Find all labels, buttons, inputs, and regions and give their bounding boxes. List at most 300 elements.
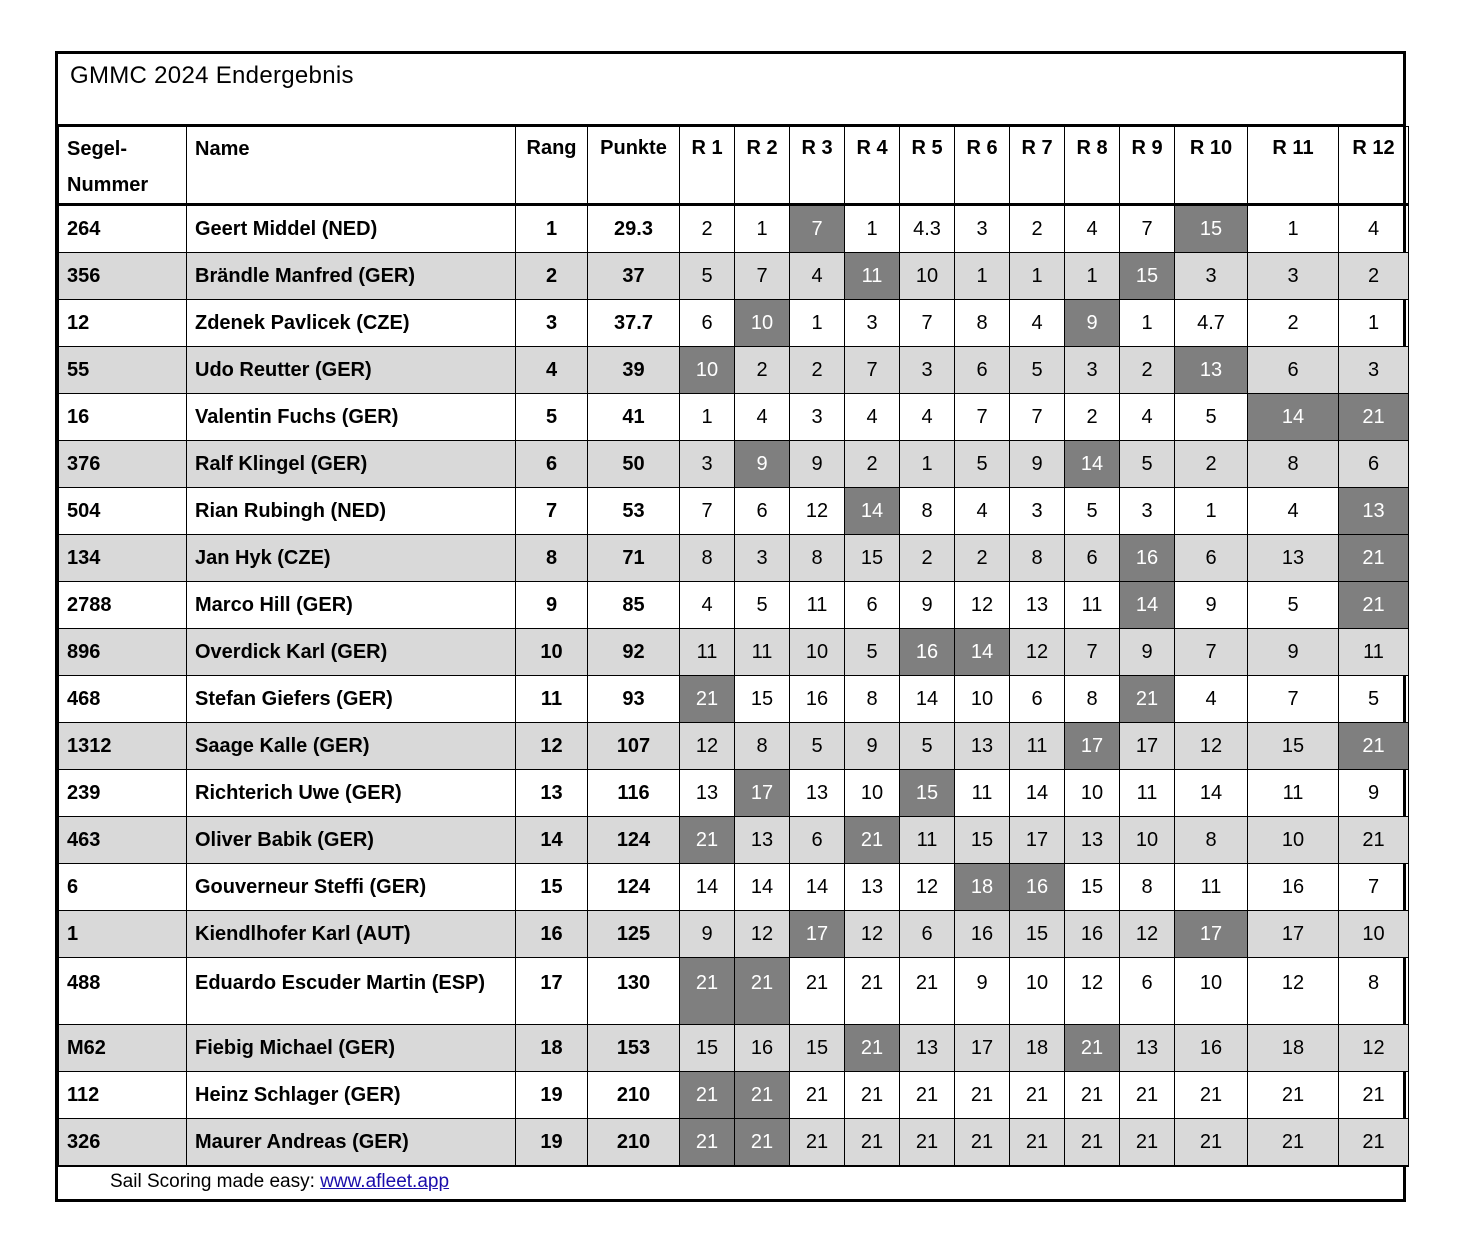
- dropped-race-result-cell: 21: [1065, 1025, 1120, 1072]
- table-row: [59, 1025, 1409, 1072]
- race-result-cell: 6: [680, 300, 735, 347]
- race-result-cell: 12: [900, 864, 955, 911]
- race-result-cell: 3: [680, 441, 735, 488]
- dropped-race-result-cell: 17: [735, 770, 790, 817]
- race-result-cell: 11: [1120, 770, 1175, 817]
- race-result-cell: 2: [955, 535, 1010, 582]
- sail-number-cell: 463: [59, 817, 187, 864]
- race-result-cell: 13: [845, 864, 900, 911]
- race-result-cell: 3: [955, 205, 1010, 253]
- race-result-cell: 4: [1175, 676, 1248, 723]
- race-result-cell: 14: [680, 864, 735, 911]
- header-race-9: R 9: [1120, 127, 1175, 205]
- sail-number-cell: 1312: [59, 723, 187, 770]
- race-result-cell: 2: [735, 347, 790, 394]
- race-result-cell: 2: [900, 535, 955, 582]
- sail-number-cell: 376: [59, 441, 187, 488]
- race-result-cell: 7: [1248, 676, 1339, 723]
- sailor-name-cell: Jan Hyk (CZE): [187, 535, 516, 582]
- race-result-cell: 12: [1120, 911, 1175, 958]
- sail-number-cell: M62: [59, 1025, 187, 1072]
- table-row: [59, 441, 1409, 488]
- race-result-cell: 4: [900, 394, 955, 441]
- dropped-race-result-cell: 15: [1175, 205, 1248, 253]
- table-row: [59, 253, 1409, 300]
- race-result-cell: 21: [900, 958, 955, 1025]
- race-result-cell: 7: [735, 253, 790, 300]
- dropped-race-result-cell: 21: [1120, 676, 1175, 723]
- race-result-cell: 3: [1010, 488, 1065, 535]
- rank-cell: 18: [516, 1025, 588, 1072]
- dropped-race-result-cell: 14: [845, 488, 900, 535]
- race-result-cell: 2: [680, 205, 735, 253]
- race-result-cell: 9: [955, 958, 1010, 1025]
- race-result-cell: 4: [735, 394, 790, 441]
- rank-cell: 9: [516, 582, 588, 629]
- race-result-cell: 16: [955, 911, 1010, 958]
- header-race-10: R 10: [1175, 127, 1248, 205]
- race-result-cell: 6: [1010, 676, 1065, 723]
- sailor-name-cell: Maurer Andreas (GER): [187, 1119, 516, 1167]
- race-result-cell: 3: [900, 347, 955, 394]
- sailor-name-cell: Fiebig Michael (GER): [187, 1025, 516, 1072]
- race-result-cell: 21: [1010, 1119, 1065, 1167]
- dropped-race-result-cell: 21: [680, 1119, 735, 1167]
- points-cell: 93: [588, 676, 680, 723]
- race-result-cell: 21: [790, 958, 845, 1025]
- race-result-cell: 11: [790, 582, 845, 629]
- race-result-cell: 11: [735, 629, 790, 676]
- race-result-cell: 12: [735, 911, 790, 958]
- race-result-cell: 6: [790, 817, 845, 864]
- race-result-cell: 10: [1339, 911, 1409, 958]
- sail-number-cell: 6: [59, 864, 187, 911]
- race-result-cell: 9: [1120, 629, 1175, 676]
- race-result-cell: 9: [845, 723, 900, 770]
- table-row: [59, 770, 1409, 817]
- race-result-cell: 8: [900, 488, 955, 535]
- rank-cell: 12: [516, 723, 588, 770]
- race-result-cell: 3: [735, 535, 790, 582]
- dropped-race-result-cell: 17: [1175, 911, 1248, 958]
- header-row: [59, 127, 1409, 205]
- race-result-cell: 18: [1248, 1025, 1339, 1072]
- points-cell: 130: [588, 958, 680, 1025]
- sailor-name-cell: Overdick Karl (GER): [187, 629, 516, 676]
- race-result-cell: 15: [680, 1025, 735, 1072]
- table-row: [59, 205, 1409, 253]
- race-result-cell: 6: [845, 582, 900, 629]
- table-row: [59, 1119, 1409, 1167]
- table-row: [59, 629, 1409, 676]
- table-row: [59, 535, 1409, 582]
- points-cell: 37.7: [588, 300, 680, 347]
- sail-number-cell: 16: [59, 394, 187, 441]
- race-result-cell: 13: [1120, 1025, 1175, 1072]
- race-result-cell: 8: [735, 723, 790, 770]
- race-result-cell: 15: [735, 676, 790, 723]
- points-cell: 29.3: [588, 205, 680, 253]
- dropped-race-result-cell: 14: [1248, 394, 1339, 441]
- race-result-cell: 17: [1248, 911, 1339, 958]
- results-sheet: [55, 51, 1406, 1202]
- afleet-link[interactable]: www.afleet.app: [320, 1171, 450, 1192]
- race-result-cell: 2: [1010, 205, 1065, 253]
- race-result-cell: 6: [1248, 347, 1339, 394]
- race-result-cell: 4.3: [900, 205, 955, 253]
- footer-label: Sail Scoring made easy:: [110, 1171, 321, 1192]
- race-result-cell: 5: [1248, 582, 1339, 629]
- race-result-cell: 7: [955, 394, 1010, 441]
- race-result-cell: 6: [955, 347, 1010, 394]
- race-result-cell: 4: [1065, 205, 1120, 253]
- header-sail-number: Segel- Nummer: [59, 127, 187, 205]
- rank-cell: 5: [516, 394, 588, 441]
- rank-cell: 11: [516, 676, 588, 723]
- race-result-cell: 1: [680, 394, 735, 441]
- points-cell: 53: [588, 488, 680, 535]
- dropped-race-result-cell: 21: [1339, 535, 1409, 582]
- header-race-1: R 1: [680, 127, 735, 205]
- race-result-cell: 1: [1248, 205, 1339, 253]
- race-result-cell: 16: [790, 676, 845, 723]
- dropped-race-result-cell: 13: [1339, 488, 1409, 535]
- race-result-cell: 9: [900, 582, 955, 629]
- race-result-cell: 16: [735, 1025, 790, 1072]
- race-result-cell: 9: [1175, 582, 1248, 629]
- race-result-cell: 21: [1065, 1072, 1120, 1119]
- race-result-cell: 21: [1010, 1072, 1065, 1119]
- race-result-cell: 17: [1010, 817, 1065, 864]
- race-result-cell: 14: [1175, 770, 1248, 817]
- dropped-race-result-cell: 16: [900, 629, 955, 676]
- header-race-12: R 12: [1339, 127, 1409, 205]
- race-result-cell: 2: [1339, 253, 1409, 300]
- points-cell: 71: [588, 535, 680, 582]
- sailor-name-cell: Brändle Manfred (GER): [187, 253, 516, 300]
- race-result-cell: 11: [900, 817, 955, 864]
- race-result-cell: 5: [735, 582, 790, 629]
- race-result-cell: 9: [1010, 441, 1065, 488]
- race-result-cell: 4: [1010, 300, 1065, 347]
- race-result-cell: 14: [900, 676, 955, 723]
- sail-number-cell: 1: [59, 911, 187, 958]
- sailor-name-cell: Geert Middel (NED): [187, 205, 516, 253]
- table-row: [59, 911, 1409, 958]
- dropped-race-result-cell: 21: [680, 958, 735, 1025]
- race-result-cell: 3: [1120, 488, 1175, 535]
- rank-cell: 13: [516, 770, 588, 817]
- race-result-cell: 2: [1065, 394, 1120, 441]
- header-race-4: R 4: [845, 127, 900, 205]
- table-row: [59, 676, 1409, 723]
- race-result-cell: 8: [1010, 535, 1065, 582]
- race-result-cell: 4.7: [1175, 300, 1248, 347]
- race-result-cell: 1: [845, 205, 900, 253]
- race-result-cell: 10: [900, 253, 955, 300]
- race-result-cell: 11: [1248, 770, 1339, 817]
- sailor-name-cell: Zdenek Pavlicek (CZE): [187, 300, 516, 347]
- race-result-cell: 21: [1120, 1072, 1175, 1119]
- race-result-cell: 9: [1339, 770, 1409, 817]
- race-result-cell: 14: [1010, 770, 1065, 817]
- race-result-cell: 3: [1248, 253, 1339, 300]
- dropped-race-result-cell: 21: [845, 817, 900, 864]
- sail-number-cell: 12: [59, 300, 187, 347]
- dropped-race-result-cell: 16: [1120, 535, 1175, 582]
- race-result-cell: 6: [1175, 535, 1248, 582]
- race-result-cell: 10: [955, 676, 1010, 723]
- dropped-race-result-cell: 7: [790, 205, 845, 253]
- race-result-cell: 21: [1248, 1119, 1339, 1167]
- dropped-race-result-cell: 21: [680, 676, 735, 723]
- race-result-cell: 21: [1175, 1119, 1248, 1167]
- race-result-cell: 11: [1065, 582, 1120, 629]
- race-result-cell: 12: [845, 911, 900, 958]
- race-result-cell: 11: [680, 629, 735, 676]
- race-result-cell: 18: [1010, 1025, 1065, 1072]
- dropped-race-result-cell: 21: [735, 1072, 790, 1119]
- race-result-cell: 13: [1248, 535, 1339, 582]
- race-result-cell: 1: [790, 300, 845, 347]
- race-result-cell: 21: [1120, 1119, 1175, 1167]
- race-result-cell: 7: [680, 488, 735, 535]
- rank-cell: 19: [516, 1072, 588, 1119]
- race-result-cell: 5: [790, 723, 845, 770]
- points-cell: 210: [588, 1072, 680, 1119]
- race-result-cell: 21: [1339, 817, 1409, 864]
- race-result-cell: 21: [955, 1072, 1010, 1119]
- race-result-cell: 13: [955, 723, 1010, 770]
- sailor-name-cell: Richterich Uwe (GER): [187, 770, 516, 817]
- dropped-race-result-cell: 10: [680, 347, 735, 394]
- race-result-cell: 7: [845, 347, 900, 394]
- race-result-cell: 3: [1339, 347, 1409, 394]
- header-race-3: R 3: [790, 127, 845, 205]
- race-result-cell: 21: [1339, 1119, 1409, 1167]
- race-result-cell: 21: [1248, 1072, 1339, 1119]
- sail-number-cell: 896: [59, 629, 187, 676]
- race-result-cell: 13: [900, 1025, 955, 1072]
- race-result-cell: 1: [1175, 488, 1248, 535]
- points-cell: 107: [588, 723, 680, 770]
- race-result-cell: 10: [845, 770, 900, 817]
- race-result-cell: 9: [790, 441, 845, 488]
- race-result-cell: 21: [845, 1119, 900, 1167]
- sail-number-cell: 326: [59, 1119, 187, 1167]
- race-result-cell: 8: [1120, 864, 1175, 911]
- footer-text: [110, 1171, 449, 1193]
- race-result-cell: 5: [1175, 394, 1248, 441]
- race-result-cell: 1: [1339, 300, 1409, 347]
- points-cell: 39: [588, 347, 680, 394]
- table-row: [59, 582, 1409, 629]
- race-result-cell: 8: [1339, 958, 1409, 1025]
- race-result-cell: 13: [1065, 817, 1120, 864]
- race-result-cell: 11: [1175, 864, 1248, 911]
- race-result-cell: 7: [1175, 629, 1248, 676]
- race-result-cell: 9: [680, 911, 735, 958]
- sail-number-cell: 488: [59, 958, 187, 1025]
- race-result-cell: 4: [1248, 488, 1339, 535]
- race-result-cell: 21: [845, 1072, 900, 1119]
- sailor-name-cell: Heinz Schlager (GER): [187, 1072, 516, 1119]
- dropped-race-result-cell: 15: [1120, 253, 1175, 300]
- race-result-cell: 2: [1120, 347, 1175, 394]
- rank-cell: 7: [516, 488, 588, 535]
- table-row: [59, 300, 1409, 347]
- dropped-race-result-cell: 11: [845, 253, 900, 300]
- race-result-cell: 7: [1010, 394, 1065, 441]
- header-race-7: R 7: [1010, 127, 1065, 205]
- race-result-cell: 15: [1248, 723, 1339, 770]
- sail-number-cell: 264: [59, 205, 187, 253]
- rank-cell: 17: [516, 958, 588, 1025]
- race-result-cell: 21: [1065, 1119, 1120, 1167]
- race-result-cell: 6: [1120, 958, 1175, 1025]
- race-result-cell: 21: [1339, 1072, 1409, 1119]
- table-row: [59, 864, 1409, 911]
- points-cell: 50: [588, 441, 680, 488]
- table-row: [59, 394, 1409, 441]
- dropped-race-result-cell: 14: [1120, 582, 1175, 629]
- footer: [58, 1167, 1403, 1207]
- dropped-race-result-cell: 15: [900, 770, 955, 817]
- race-result-cell: 2: [1248, 300, 1339, 347]
- points-cell: 116: [588, 770, 680, 817]
- race-result-cell: 5: [1120, 441, 1175, 488]
- dropped-race-result-cell: 14: [955, 629, 1010, 676]
- race-result-cell: 12: [1065, 958, 1120, 1025]
- race-result-cell: 3: [1065, 347, 1120, 394]
- dropped-race-result-cell: 21: [680, 1072, 735, 1119]
- sailor-name-cell: Valentin Fuchs (GER): [187, 394, 516, 441]
- race-result-cell: 15: [790, 1025, 845, 1072]
- race-result-cell: 15: [955, 817, 1010, 864]
- sailor-name-cell: Kiendlhofer Karl (AUT): [187, 911, 516, 958]
- race-result-cell: 7: [900, 300, 955, 347]
- race-result-cell: 8: [1065, 676, 1120, 723]
- race-result-cell: 17: [1120, 723, 1175, 770]
- race-result-cell: 3: [1175, 253, 1248, 300]
- points-cell: 153: [588, 1025, 680, 1072]
- dropped-race-result-cell: 21: [735, 958, 790, 1025]
- header-race-8: R 8: [1065, 127, 1120, 205]
- header-name: Name: [187, 127, 516, 205]
- race-result-cell: 5: [1065, 488, 1120, 535]
- race-result-cell: 13: [1010, 582, 1065, 629]
- race-result-cell: 21: [790, 1072, 845, 1119]
- dropped-race-result-cell: 17: [1065, 723, 1120, 770]
- race-result-cell: 4: [680, 582, 735, 629]
- dropped-race-result-cell: 21: [1339, 723, 1409, 770]
- race-result-cell: 5: [845, 629, 900, 676]
- race-result-cell: 4: [1339, 205, 1409, 253]
- race-result-cell: 12: [1175, 723, 1248, 770]
- table-row: [59, 347, 1409, 394]
- rank-cell: 2: [516, 253, 588, 300]
- race-result-cell: 6: [900, 911, 955, 958]
- race-result-cell: 4: [955, 488, 1010, 535]
- race-result-cell: 1: [955, 253, 1010, 300]
- page-title: GMMC 2024 Endergebnis: [70, 62, 354, 89]
- rank-cell: 14: [516, 817, 588, 864]
- rank-cell: 4: [516, 347, 588, 394]
- header-race-5: R 5: [900, 127, 955, 205]
- dropped-race-result-cell: 21: [845, 1025, 900, 1072]
- points-cell: 124: [588, 864, 680, 911]
- sailor-name-cell: Saage Kalle (GER): [187, 723, 516, 770]
- race-result-cell: 15: [845, 535, 900, 582]
- sail-number-cell: 134: [59, 535, 187, 582]
- race-result-cell: 5: [1010, 347, 1065, 394]
- table-row: [59, 723, 1409, 770]
- race-result-cell: 16: [1065, 911, 1120, 958]
- race-result-cell: 13: [680, 770, 735, 817]
- sailor-name-cell: Stefan Giefers (GER): [187, 676, 516, 723]
- race-result-cell: 2: [1175, 441, 1248, 488]
- table-row: [59, 958, 1409, 1025]
- rank-cell: 3: [516, 300, 588, 347]
- race-result-cell: 12: [1339, 1025, 1409, 1072]
- dropped-race-result-cell: 17: [790, 911, 845, 958]
- race-result-cell: 21: [1175, 1072, 1248, 1119]
- dropped-race-result-cell: 9: [735, 441, 790, 488]
- table-row: [59, 488, 1409, 535]
- race-result-cell: 16: [1175, 1025, 1248, 1072]
- race-result-cell: 6: [735, 488, 790, 535]
- race-result-cell: 21: [900, 1119, 955, 1167]
- header-race-2: R 2: [735, 127, 790, 205]
- race-result-cell: 3: [790, 394, 845, 441]
- race-result-cell: 11: [1339, 629, 1409, 676]
- race-result-cell: 1: [900, 441, 955, 488]
- race-result-cell: 9: [1248, 629, 1339, 676]
- header-rank: Rang: [516, 127, 588, 205]
- dropped-race-result-cell: 14: [1065, 441, 1120, 488]
- header-points: Punkte: [588, 127, 680, 205]
- race-result-cell: 14: [735, 864, 790, 911]
- rank-cell: 1: [516, 205, 588, 253]
- dropped-race-result-cell: 13: [1175, 347, 1248, 394]
- dropped-race-result-cell: 21: [680, 817, 735, 864]
- race-result-cell: 6: [1065, 535, 1120, 582]
- results-table: [58, 126, 1409, 1167]
- race-result-cell: 17: [955, 1025, 1010, 1072]
- race-result-cell: 13: [790, 770, 845, 817]
- race-result-cell: 4: [1120, 394, 1175, 441]
- points-cell: 124: [588, 817, 680, 864]
- race-result-cell: 11: [955, 770, 1010, 817]
- header-race-6: R 6: [955, 127, 1010, 205]
- sail-number-cell: 239: [59, 770, 187, 817]
- dropped-race-result-cell: 21: [735, 1119, 790, 1167]
- rank-cell: 6: [516, 441, 588, 488]
- rank-cell: 16: [516, 911, 588, 958]
- dropped-race-result-cell: 18: [955, 864, 1010, 911]
- sailor-name-cell: Udo Reutter (GER): [187, 347, 516, 394]
- results-body: [59, 205, 1409, 1167]
- race-result-cell: 15: [1065, 864, 1120, 911]
- points-cell: 210: [588, 1119, 680, 1167]
- race-result-cell: 2: [845, 441, 900, 488]
- race-result-cell: 15: [1010, 911, 1065, 958]
- points-cell: 92: [588, 629, 680, 676]
- points-cell: 37: [588, 253, 680, 300]
- sail-number-cell: 55: [59, 347, 187, 394]
- race-result-cell: 10: [1065, 770, 1120, 817]
- race-result-cell: 21: [900, 1072, 955, 1119]
